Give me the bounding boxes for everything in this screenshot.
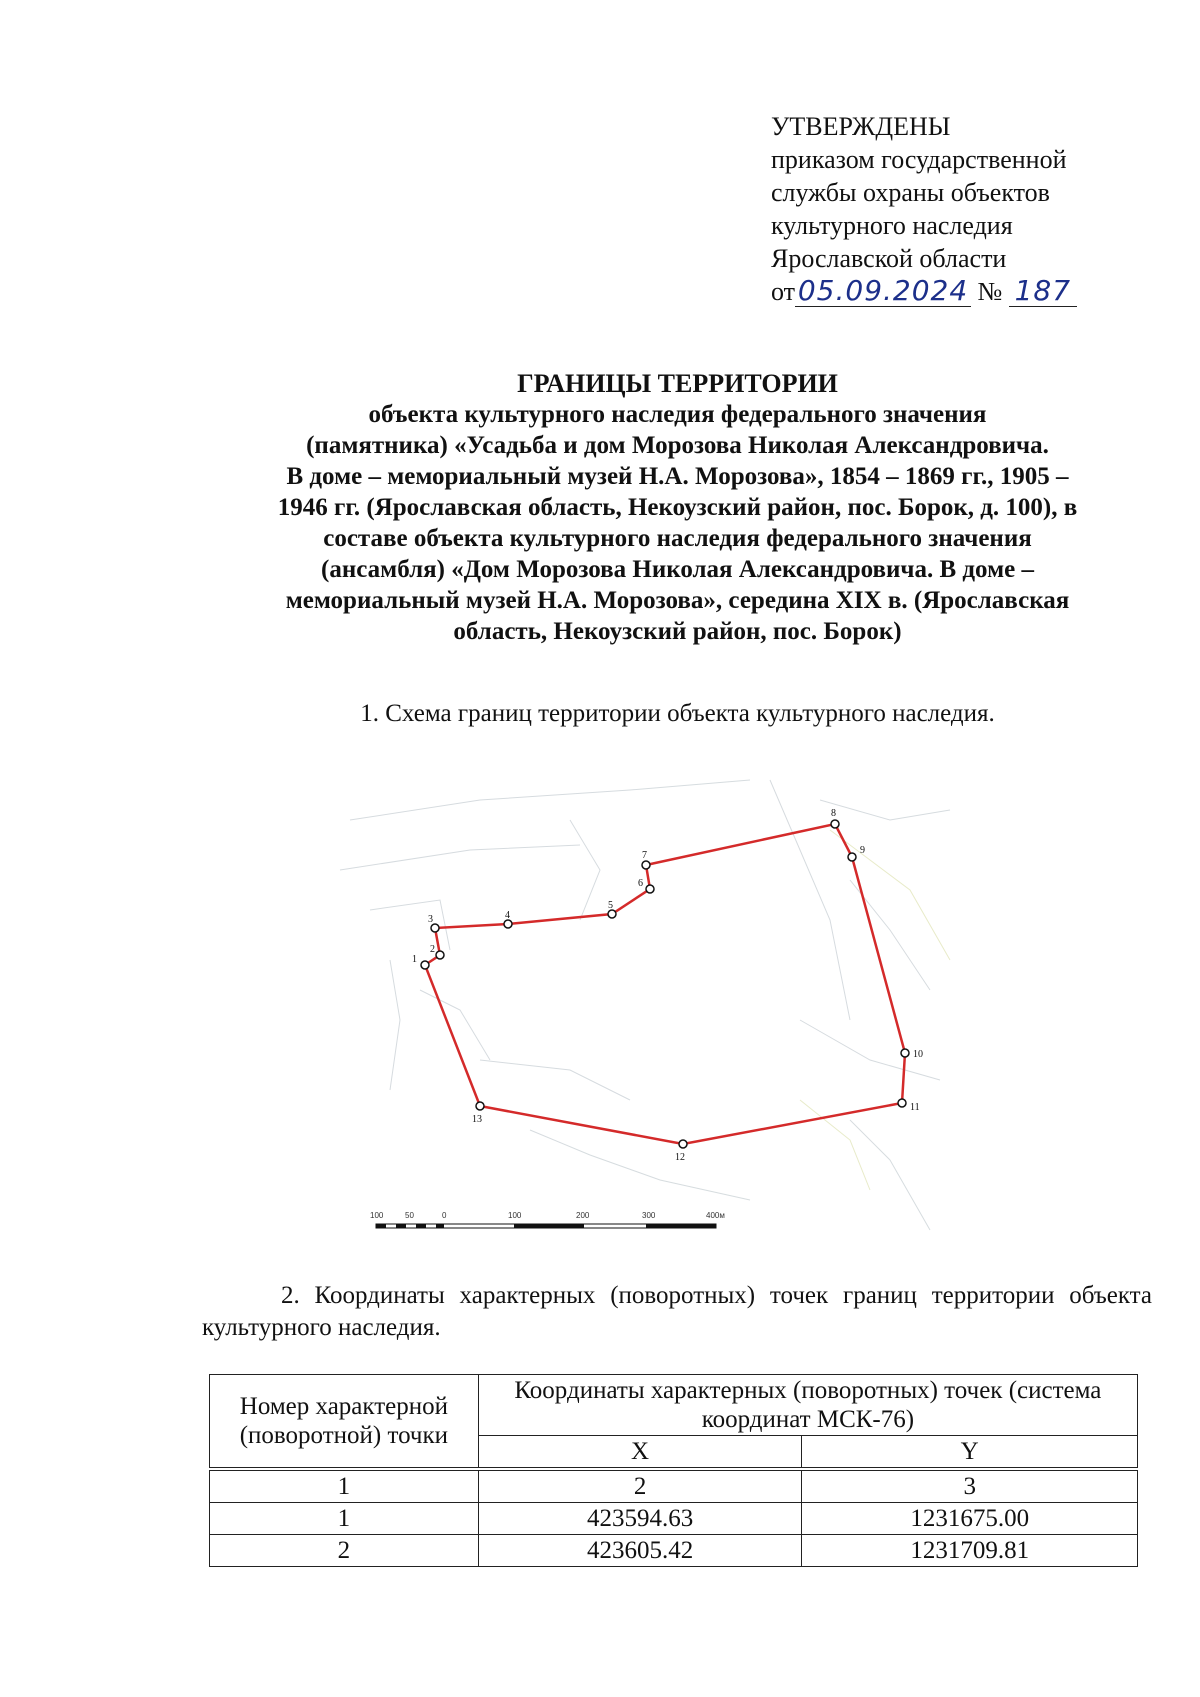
scale-label: 400м <box>706 1211 725 1220</box>
scale-label: 300 <box>642 1211 656 1220</box>
number-field <box>1009 274 1077 307</box>
coordinates-table <box>209 1374 1138 1567</box>
vertex-7-marker <box>642 861 650 869</box>
header-y: Y <box>802 1436 1138 1470</box>
header-point-number: Номер характерной (поворотной) точки <box>210 1375 479 1470</box>
vertex-label-4: 4 <box>505 910 510 921</box>
vertex-5-marker <box>608 910 616 918</box>
date-field <box>795 274 971 307</box>
x-cell: 423605.42 <box>478 1535 802 1567</box>
scale-bar <box>370 1211 725 1228</box>
section-2-heading <box>202 1280 1152 1344</box>
vertex-label-2: 2 <box>430 944 435 955</box>
title-main: ГРАНИЦЫ ТЕРРИТОРИИ <box>517 369 838 398</box>
basemap-light <box>800 830 950 1190</box>
title-line: (ансамбля) «Дом Морозова Николая Александровича. В доме – <box>321 556 1034 583</box>
title-line: В доме – мемориальный музей Н.А. Морозова», 1854 – 1869 гг., 1905 – <box>286 463 1069 490</box>
approval-line: службы охраны объектов <box>771 178 1050 207</box>
vertex-8-marker <box>831 820 839 828</box>
approval-title: УТВЕРЖДЕНЫ <box>771 112 951 141</box>
scale-label: 100 <box>370 1211 384 1220</box>
vertex-label-11: 11 <box>910 1102 920 1113</box>
approval-line: Ярославской области <box>771 244 1007 273</box>
y-cell: 1231709.81 <box>802 1535 1138 1567</box>
index-cell: 1 <box>210 1469 479 1503</box>
date-prefix: от <box>771 277 796 306</box>
title-line: объекта культурного наследия федерального значения <box>368 401 987 428</box>
index-cell: 2 <box>478 1469 802 1503</box>
vertex-2-marker <box>436 951 444 959</box>
scale-label: 200 <box>576 1211 590 1220</box>
boundary-scheme <box>330 760 970 1260</box>
scale-label: 50 <box>405 1211 414 1220</box>
vertex-4-marker <box>504 920 512 928</box>
point-cell: 2 <box>210 1535 479 1567</box>
boundary-polygon <box>425 824 905 1144</box>
vertex-13-marker <box>476 1102 484 1110</box>
vertex-label-5: 5 <box>608 900 613 911</box>
vertex-12-marker <box>679 1140 687 1148</box>
vertex-1-marker <box>421 961 429 969</box>
vertex-label-9: 9 <box>860 845 865 856</box>
table-index-row <box>210 1469 1138 1503</box>
table-header-row <box>210 1375 1138 1436</box>
vertex-label-6: 6 <box>638 878 643 889</box>
vertex-label-1: 1 <box>412 954 417 965</box>
vertex-11-marker <box>898 1099 906 1107</box>
number-prefix: № <box>977 277 1003 306</box>
section-2-text: 2. Координаты характерных (поворотных) точек границ территории объекта культурного наследия. <box>202 1282 1152 1341</box>
approval-line: приказом государственной <box>771 145 1067 174</box>
title-line: 1946 гг. (Ярославская область, Некоузский район, пос. Борок, д. 100), в <box>277 494 1078 521</box>
title-line: область, Некоузский район, пос. Борок) <box>453 618 902 645</box>
date-handwritten: 05.09.2024 <box>797 274 969 307</box>
vertex-label-13: 13 <box>472 1114 482 1125</box>
header-coordinates: Координаты характерных (поворотных) точек (система координат МСК-76) <box>478 1375 1137 1436</box>
vertex-label-12: 12 <box>675 1152 685 1163</box>
boundary-vertices <box>421 820 909 1148</box>
number-handwritten: 187 <box>1014 274 1072 307</box>
vertex-label-7: 7 <box>642 850 647 861</box>
title-line: составе объекта культурного наследия федерального значения <box>323 525 1032 552</box>
index-cell: 3 <box>802 1469 1138 1503</box>
approval-stamp <box>771 110 1077 308</box>
section-1-heading: 1. Схема границ территории объекта культурного наследия. <box>360 700 995 727</box>
vertex-10-marker <box>901 1049 909 1057</box>
header-x: X <box>478 1436 802 1470</box>
table-row <box>210 1503 1138 1535</box>
vertex-9-marker <box>848 853 856 861</box>
approval-date-number <box>771 275 1077 308</box>
vertex-label-3: 3 <box>428 914 433 925</box>
point-cell: 1 <box>210 1503 479 1535</box>
scale-label: 0 <box>442 1211 447 1220</box>
title-line: мемориальный музей Н.А. Морозова», середина XIX в. (Ярославская <box>285 587 1070 614</box>
vertex-label-10: 10 <box>913 1049 923 1060</box>
document-title <box>200 368 1155 647</box>
x-cell: 423594.63 <box>478 1503 802 1535</box>
table-row <box>210 1535 1138 1567</box>
vertex-6-marker <box>646 885 654 893</box>
y-cell: 1231675.00 <box>802 1503 1138 1535</box>
scale-label: 100 <box>508 1211 522 1220</box>
vertex-label-8: 8 <box>831 808 836 819</box>
vertex-3-marker <box>431 924 439 932</box>
title-line: (памятника) «Усадьба и дом Морозова Николая Александровича. <box>306 432 1049 459</box>
approval-line: культурного наследия <box>771 211 1013 240</box>
